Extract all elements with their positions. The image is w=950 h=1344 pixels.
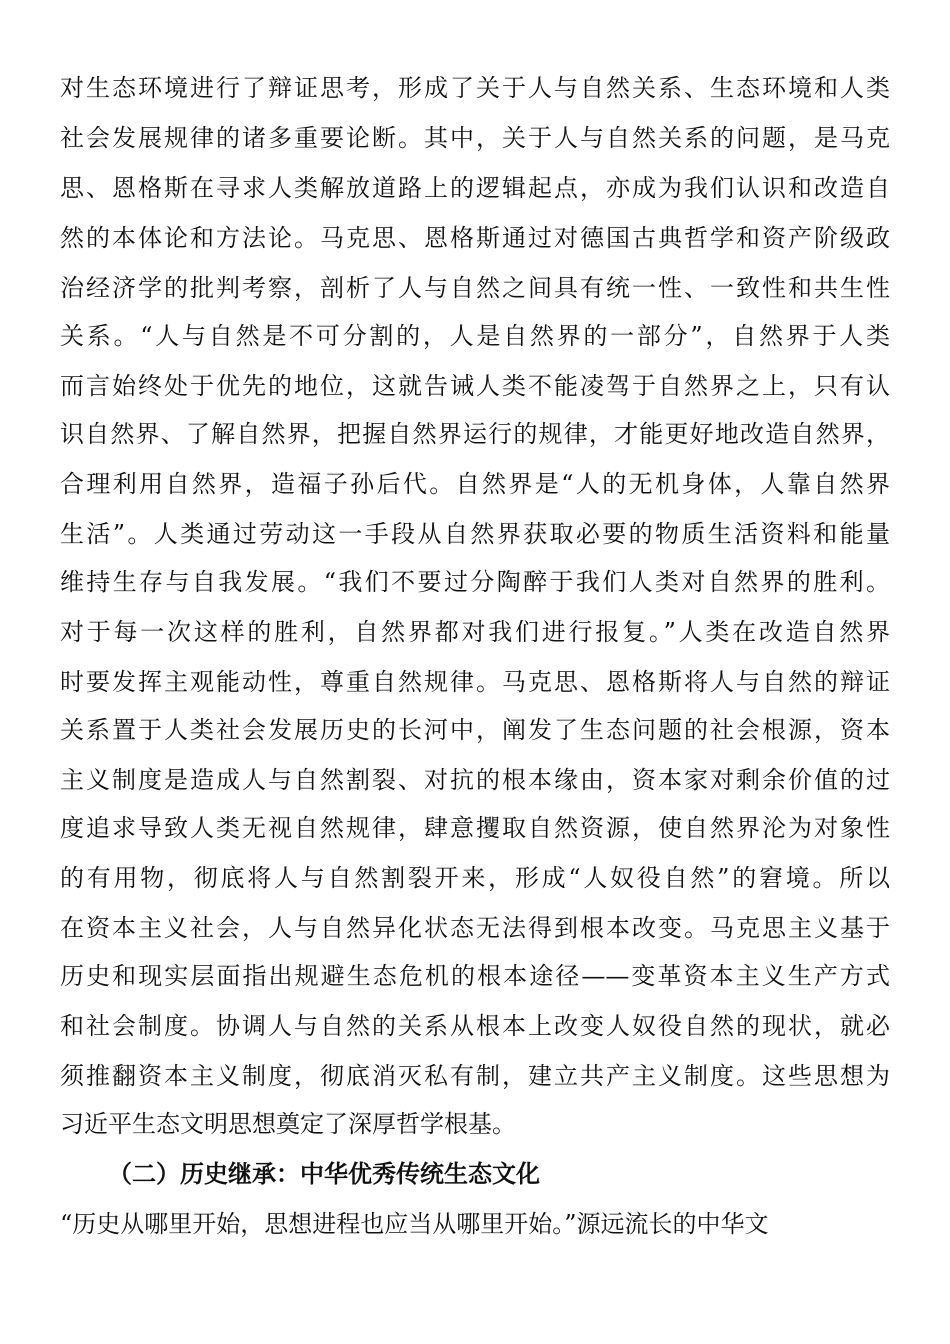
paragraph-line: 思、恩格斯在寻求人类解放道路上的逻辑起点，亦成为我们认识和改造自	[60, 174, 890, 202]
paragraph-line: 关系。“人与自然是不可分割的，人是自然界的一部分”，自然界于人类	[60, 322, 890, 350]
paragraph-line: 在资本主义社会，人与自然异化状态无法得到根本改变。马克思主义基于	[60, 914, 890, 942]
paragraph-line: 对于每一次这样的胜利，自然界都对我们进行报复。”人类在改造自然界	[60, 618, 890, 646]
paragraph-line: 对生态环境进行了辩证思考，形成了关于人与自然关系、生态环境和人类	[60, 74, 890, 102]
paragraph-line: 治经济学的批判考察，剖析了人与自然之间具有统一性、一致性和共生性	[60, 274, 890, 302]
paragraph-line: “历史从哪里开始，思想进程也应当从哪里开始。”源远流长的中华文	[60, 1210, 769, 1238]
paragraph-line: 生活”。人类通过劳动这一手段从自然界获取必要的物质生活资料和能量	[60, 520, 890, 548]
paragraph-line: 合理利用自然界，造福子孙后代。自然界是“人的无机身体，人靠自然界	[60, 470, 890, 498]
paragraph-line: 社会发展规律的诸多重要论断。其中，关于人与自然关系的问题，是马克	[60, 124, 890, 152]
paragraph-line: 主义制度是造成人与自然割裂、对抗的根本缘由，资本家对剩余价值的过	[60, 766, 890, 794]
paragraph-line: 而言始终处于优先的地位，这就告诫人类不能凌驾于自然界之上，只有认	[60, 372, 890, 400]
paragraph-line: 须推翻资本主义制度，彻底消灭私有制，建立共产主义制度。这些思想为	[60, 1062, 890, 1090]
paragraph-line: 关系置于人类社会发展历史的长河中，阐发了生态问题的社会根源，资本	[60, 716, 890, 744]
paragraph-line: 和社会制度。协调人与自然的关系从根本上改变人奴役自然的现状，就必	[60, 1012, 890, 1040]
paragraph-line: 度追求导致人类无视自然规律，肆意攫取自然资源，使自然界沦为对象性	[60, 814, 890, 842]
paragraph-line: 然的本体论和方法论。马克思、恩格斯通过对德国古典哲学和资产阶级政	[60, 224, 890, 252]
paragraph-line: 维持生存与自我发展。“我们不要过分陶醉于我们人类对自然界的胜利。	[60, 568, 890, 596]
paragraph-line: 识自然界、了解自然界，把握自然界运行的规律，才能更好地改造自然界，	[60, 420, 890, 448]
paragraph-line: 历史和现实层面指出规避生态危机的根本途径——变革资本主义生产方式	[60, 962, 890, 990]
section-heading: （二）历史继承：中华优秀传统生态文化	[108, 1159, 540, 1188]
paragraph-line: 时要发挥主观能动性，尊重自然规律。马克思、恩格斯将人与自然的辩证	[60, 668, 890, 696]
paragraph-line: 的有用物，彻底将人与自然割裂开来，形成“人奴役自然”的窘境。所以	[60, 864, 890, 892]
paragraph-line: 习近平生态文明思想奠定了深厚哲学根基。	[60, 1110, 516, 1138]
